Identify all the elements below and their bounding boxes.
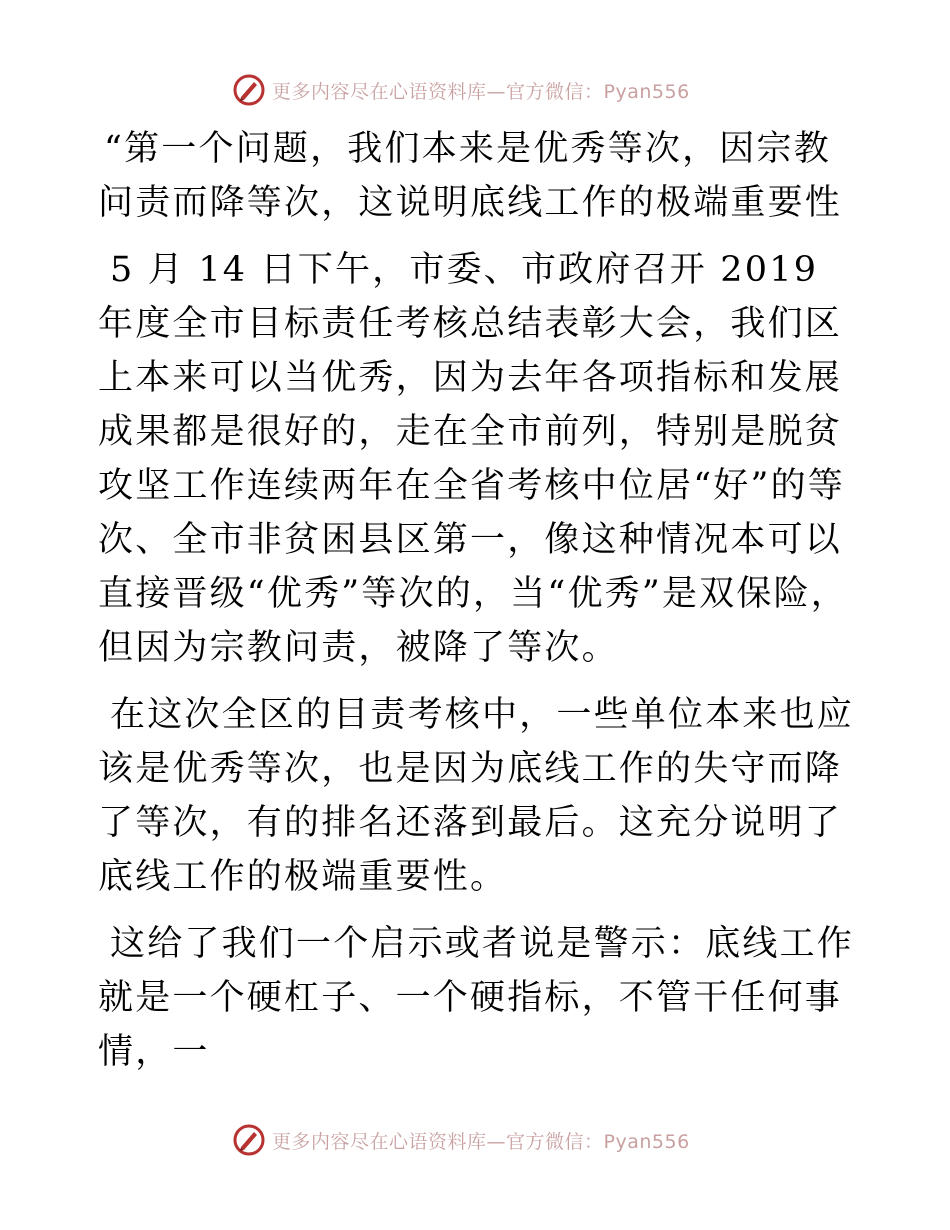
paragraph-3: 在这次全区的目责考核中，一些单位本来也应该是优秀等次，也是因为底线工作的失守而降了等次，有的排名还落到最后。这充分说明了底线工作的极端重要性。: [98, 695, 855, 897]
footer-banner-text: 更多内容尽在心语资料库—官方微信：Pyan556: [272, 1130, 690, 1153]
red-circle-pen-logo-icon: [232, 73, 266, 107]
paragraph-1: “第一个问题，我们本来是优秀等次，因宗教问责而降等次，这说明底线工作的极端重要性: [98, 129, 843, 223]
header-banner-text: 更多内容尽在心语资料库—官方微信：Pyan556: [272, 80, 690, 103]
paragraph-4: 这给了我们一个启示或者说是警示：底线工作就是一个硬杠子、一个硬指标，不管干任何事情，一: [98, 924, 855, 1072]
footer-banner: [232, 1120, 690, 1160]
document-body: [98, 122, 858, 1092]
paragraph-2: 5 月 14 日下午，市委、市政府召开 2019 年度全市目标责任考核总结表彰大会，我们区上本来可以当优秀，因为去年各项指标和发展成果都是很好的，走在全市前列，特别是脱贫攻坚工作连续两年在全省考核中位居“好”的等次、全市非贫困县区第一，像这种情况本可以直接晋级“优秀”等次的，当“优秀”是双保险，但因为宗教问责，被降了等次。: [98, 250, 848, 668]
red-circle-pen-logo-icon: [232, 1123, 266, 1157]
header-banner: [232, 70, 690, 110]
